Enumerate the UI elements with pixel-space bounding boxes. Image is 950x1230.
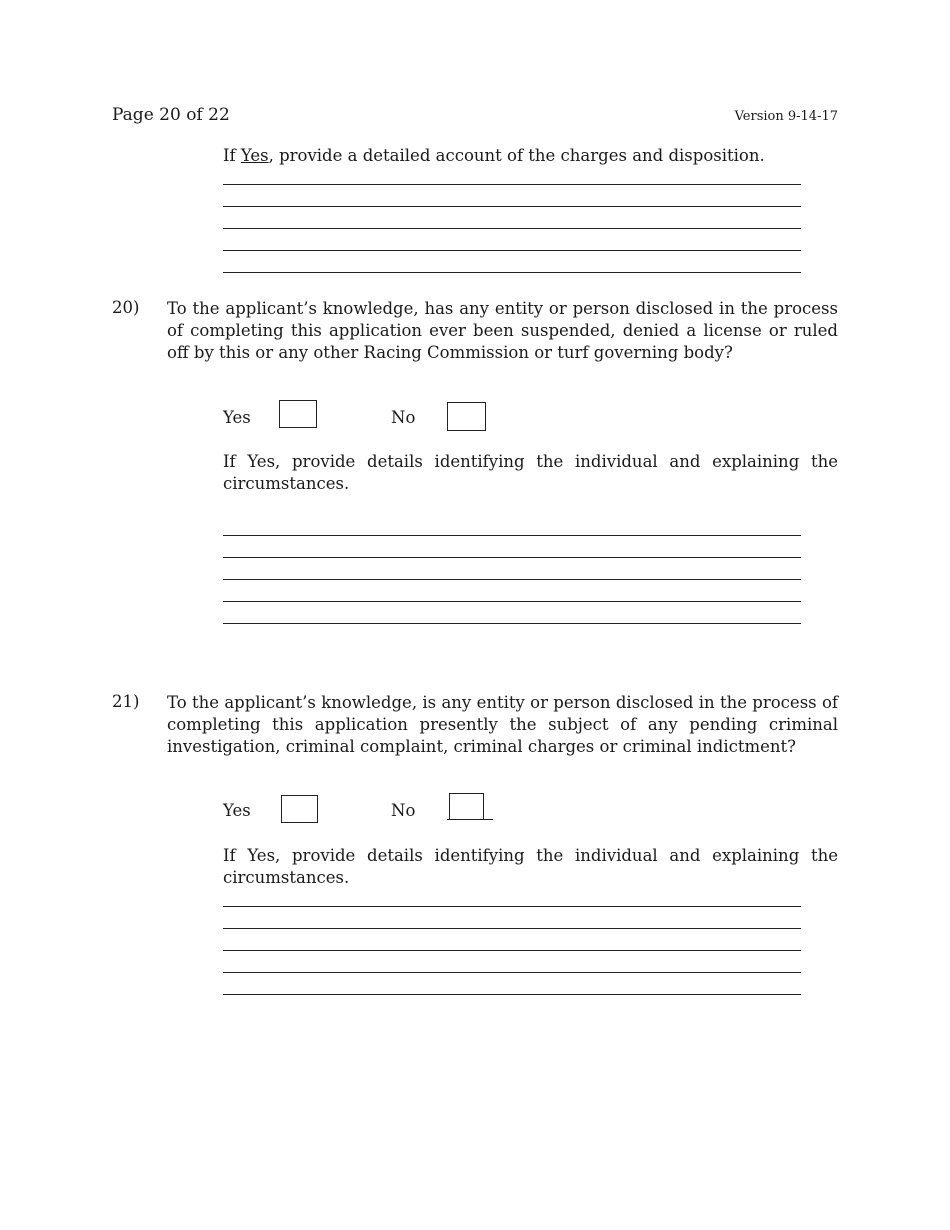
prior-prompt-rest: , provide a detailed account of the charges and disposition. — [268, 146, 765, 165]
answer-line[interactable] — [223, 557, 801, 558]
prior-answer-lines[interactable] — [223, 184, 801, 294]
q20-yes-checkbox[interactable] — [279, 400, 317, 428]
answer-line[interactable] — [223, 579, 801, 580]
page-number: Page 20 of 22 — [112, 105, 230, 125]
q21-answer-lines[interactable] — [223, 906, 801, 1016]
answer-line[interactable] — [223, 623, 801, 624]
q21-yes-checkbox[interactable] — [281, 795, 318, 823]
answer-line[interactable] — [223, 535, 801, 536]
answer-line[interactable] — [223, 950, 801, 951]
version-label: Version 9-14-17 — [734, 109, 838, 124]
q20-no-checkbox[interactable] — [447, 402, 486, 431]
q21-followup: If Yes, provide details identifying the individual and explaining the circumstances. — [223, 846, 838, 887]
answer-line[interactable] — [223, 928, 801, 929]
answer-line[interactable] — [223, 906, 801, 907]
answer-line[interactable] — [223, 228, 801, 229]
prior-followup-prompt — [223, 145, 843, 167]
answer-line[interactable] — [223, 972, 801, 973]
q20-answer-lines[interactable] — [223, 535, 801, 645]
q20-yes-label: Yes — [223, 408, 251, 427]
q20-number: 20) — [112, 298, 140, 317]
q20-followup: If Yes, provide details identifying the individual and explaining the circumstances. — [223, 452, 838, 493]
answer-line[interactable] — [223, 250, 801, 251]
q21-number: 21) — [112, 692, 140, 711]
answer-line[interactable] — [223, 994, 801, 995]
answer-line[interactable] — [223, 272, 801, 273]
q21-text: To the applicant’s knowledge, is any entity or person disclosed in the process of completing this application presently the subject of any pending criminal investigation, criminal complaint, criminal charges or criminal indictment? — [167, 693, 838, 756]
answer-line[interactable] — [223, 184, 801, 185]
q20-no-label: No — [391, 408, 416, 427]
answer-line[interactable] — [223, 601, 801, 602]
q21-no-underline — [447, 819, 493, 820]
prior-prompt-yes: Yes — [240, 146, 269, 165]
answer-line[interactable] — [223, 206, 801, 207]
q21-yes-label: Yes — [223, 801, 251, 820]
q21-no-label: No — [391, 801, 416, 820]
q20-text: To the applicant’s knowledge, has any entity or person disclosed in the process of completing this application ever been suspended, denied a license or ruled off by this or any other Racing Commission or turf governing body? — [167, 299, 838, 362]
q21-no-checkbox[interactable] — [449, 793, 484, 820]
prior-prompt-if: If — [223, 146, 241, 165]
